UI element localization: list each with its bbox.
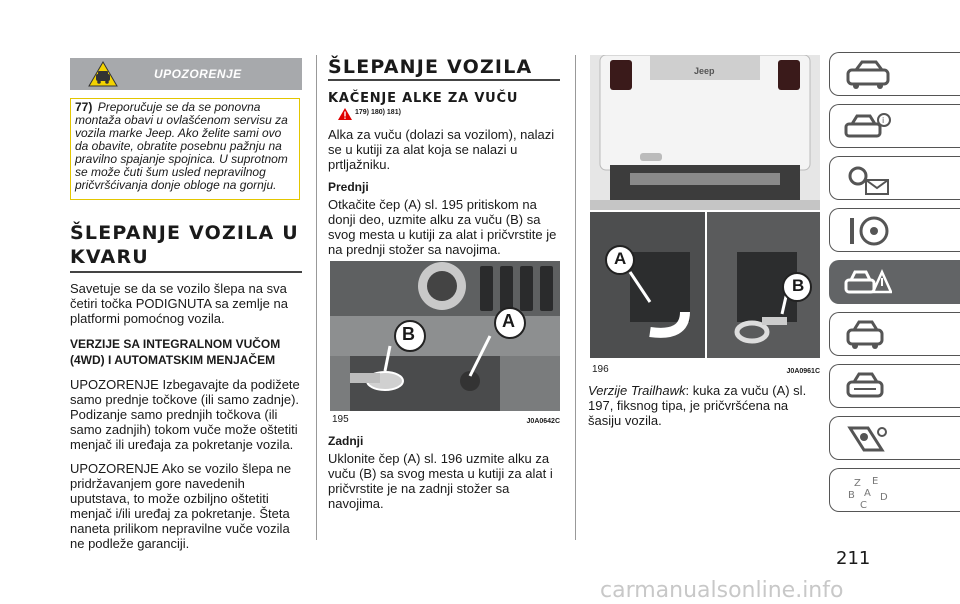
front-title: Prednji — [328, 180, 369, 194]
tab-emergency[interactable] — [829, 260, 960, 304]
figure-195 — [330, 261, 560, 411]
section2-subtitle: KAČENJE ALKE ZA VUČU — [328, 91, 519, 106]
section2-title: ŠLEPANJE VOZILA — [328, 56, 533, 78]
rear-cap-illustration — [590, 212, 705, 358]
emergency-car-icon — [844, 266, 892, 300]
tab-index[interactable] — [829, 468, 960, 512]
warning-triangle-icon — [338, 108, 352, 120]
warning-number: 77) — [75, 100, 93, 114]
fig196-number: 196 — [592, 364, 609, 375]
figure-196-right — [707, 212, 820, 358]
figure-196-left — [590, 212, 705, 358]
svg-text:E: E — [872, 476, 879, 487]
trailhawk-body: : kuka za vuču (A) sl. 197, fiksnog tipa, je pričvršćena na šasiju vozila. — [588, 383, 807, 428]
rear-block — [328, 433, 560, 511]
fig195-number: 195 — [332, 414, 349, 425]
alphabet-index-icon — [844, 474, 892, 508]
section1-para2: UPOZORENJE Ako se vozilo šlepa ne pridržavanjem gore navedenih uputstava, to može ozbiljno oštetiti menjač i/ili uređaj za pokretanje. Šteta naneta prilikom nepravilne vuče vozila ne podleže garanciji. — [70, 461, 292, 551]
jeep-logo: Jeep — [694, 66, 715, 76]
tab-warning-lights[interactable] — [829, 156, 960, 200]
tab-car-info[interactable] — [829, 104, 960, 148]
svg-text:i: i — [882, 116, 885, 125]
trailhawk-block — [588, 383, 820, 428]
trailhawk-text — [588, 383, 820, 428]
warning-body: Preporučuje se da se ponovna montaža obavi u ovlašćenom servisu za vozila marke Jeep. Ako želite sami ovo da obavite, obratite posebnu pažnju na pravilno spajanje spojnica. U suprotnom se može čuti šum usled nepravilnog pričvršćivanja donje obloge na gornju. — [75, 100, 288, 192]
tab-key-steering[interactable] — [829, 208, 960, 252]
section1-subtitle: VERZIJE SA INTEGRALNOM VUČOM (4WD) I AUTOMATSKIM MENJAČEM — [70, 337, 281, 367]
key-steering-wheel-icon — [844, 214, 892, 248]
tab-technical[interactable] — [829, 364, 960, 408]
section1-title: ŠLEPANJE VOZILA U KVARU — [70, 222, 299, 268]
section-towing-breakdown — [70, 221, 302, 551]
car-info-icon — [844, 110, 892, 144]
fig196-label-b: B — [792, 276, 805, 295]
section-towing — [328, 55, 560, 257]
rear-title: Zadnji — [328, 434, 364, 448]
column-divider-1 — [316, 55, 317, 540]
warning-text — [75, 101, 297, 192]
dashboard-car-icon — [844, 58, 892, 92]
footer-watermark[interactable]: carmanualsonline.info — [600, 578, 844, 603]
warning-light-message-icon — [844, 162, 892, 196]
section1-rule — [70, 271, 302, 273]
fig195-label-a: A — [502, 311, 515, 331]
front-text: Otkačite čep (A) sl. 195 pritiskom na donji deo, uzmite alku za vuču (B) sa svog mesta u kutiji za alat i pričvrstite je na prednji stožer sa navojima. — [328, 197, 557, 257]
car-maintenance-icon — [844, 318, 892, 352]
warning-title: UPOZORENJE — [154, 67, 242, 81]
column-divider-2 — [575, 55, 576, 540]
tab-maintenance[interactable] — [829, 312, 960, 356]
section2-rule — [328, 79, 560, 81]
warning-car-icon — [88, 61, 118, 87]
svg-text:Z: Z — [854, 478, 861, 489]
jeep-rear-illustration — [590, 55, 820, 210]
car-technical-icon — [844, 370, 892, 404]
page-number: 211 — [836, 548, 871, 569]
front-tow-illustration — [330, 261, 560, 411]
multimedia-icon — [844, 422, 892, 456]
tab-dashboard[interactable] — [829, 52, 960, 96]
section2-intro: Alka za vuču (dolazi sa vozilom), nalazi se u kutiji za alat koja se nalazi u prtljažniku. — [328, 127, 555, 172]
svg-text:B: B — [848, 490, 855, 501]
svg-text:D: D — [880, 492, 888, 503]
refs-text: 179) 180) 181) — [355, 109, 401, 116]
fig195-code: J0A0642C — [526, 418, 560, 425]
section1-para1: UPOZORENJE Izbegavajte da podižete samo prednje točkove (ili samo zadnje). Podizanje samo prednjih točkova (ili samo zadnjih) tokom vuče može oštetiti menjač ili uređaja za pokretanje vozila. — [70, 377, 300, 452]
fig196-label-a: A — [614, 249, 627, 268]
trailhawk-label: Verzije Trailhawk — [588, 383, 686, 398]
rear-text: Uklonite čep (A) sl. 196 uzmite alku za vuču (B) sa svog mesta u kutiji za alat i pričvrstite je na zadnji stožer sa navojima. — [328, 451, 553, 511]
fig196-code: J0A0961C — [786, 368, 820, 375]
svg-text:A: A — [864, 488, 871, 499]
figure-196-top — [590, 55, 820, 210]
warning-header — [70, 58, 302, 90]
section1-intro: Savetuje se da se vozilo šlepa na sva četiri točka PODIGNUTA sa zemlje na platformi pomoćnog vozila. — [70, 281, 288, 326]
fig195-label-b: B — [402, 324, 415, 344]
tab-multimedia[interactable] — [829, 416, 960, 460]
svg-text:C: C — [860, 500, 867, 508]
refs-row — [328, 108, 560, 124]
